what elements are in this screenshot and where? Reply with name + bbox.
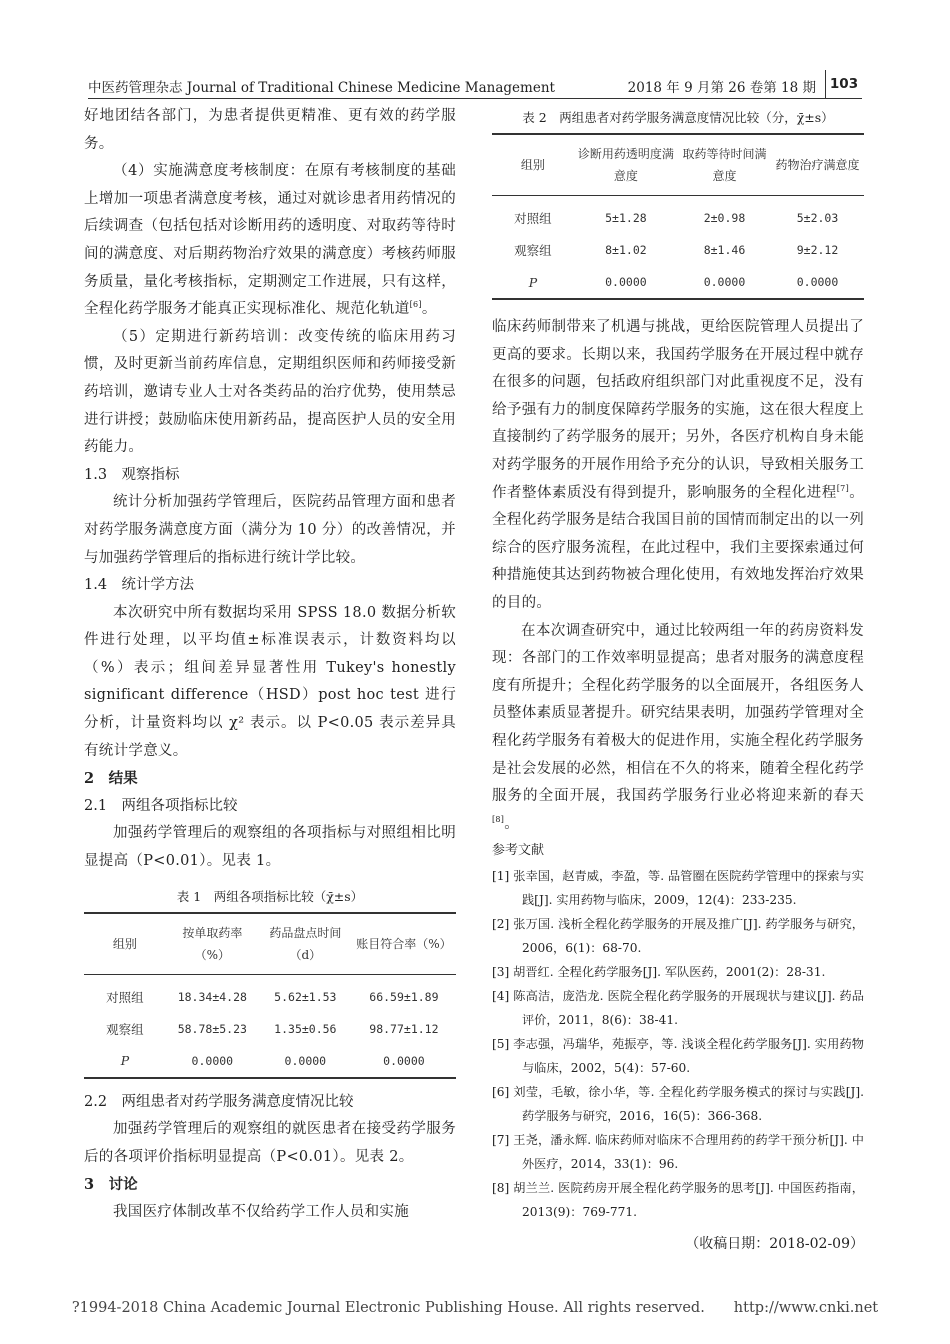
section-heading: 1.3 观察指标 xyxy=(84,466,180,483)
table-header: 账目符合率（%） xyxy=(352,913,456,975)
table-header: 组别 xyxy=(84,913,166,975)
reference-item: [6] 刘莹，毛敏，徐小华，等. 全程化药学服务模式的探讨与实践[J]. 药学服务与研究，2016，16(5)：366-368. xyxy=(492,1085,864,1124)
paragraph: 在本次调查研究中，通过比较两组一年的药房资料发现：各部门的工作效率明显提高；患者对服务的满意度程度有所提升；全程化药学服务的以全面展开，各组医务人员整体素质显著提升。研究结果表明，加强药学管理对全程化药学服务有着极大的促进作用，实施全程化药学服务是社会发展的必然，相信在不久的将来，随着全程化药学服务的全面开展，我国药学服务行业必将迎来新的春天[8]。 xyxy=(492,622,864,832)
paragraph: （5）定期进行新药培训：改变传统的临床用药习惯，及时更新当前药库信息，定期组织医师和药师接受新药培训，邀请专业人士对各类药品的治疗优势，使用禁忌进行讲授；鼓励临床使用新药品，提高医护人员的安全用药能力。 xyxy=(84,328,456,456)
page-number: 103 xyxy=(825,70,862,98)
table-row: 观察组 8±1.02 8±1.46 9±2.12 xyxy=(514,243,839,258)
paragraph: 临床药师制带来了机遇与挑战，更给医院管理人员提出了更高的要求。长期以来，我国药学服务在开展过程中就存在很多的问题，包括政府组织部门对此重视度不足，没有给予强有力的制度保障药学服务的实施，这在很大程度上直接制约了药学服务的展开；另外，各医疗机构自身未能对药学服务的开展作用给予充分的认识，导致相关服务工作者整体素质没有得到提升，影响服务的全程化进程[7]。全程化药学服务是结合我国目前的国情而制定出的以一列综合的医疗服务流程，在此过程中，我们主要探索通过何种措施使其达到药物被合理化使用，有效地发挥治疗效果的目的。 xyxy=(492,319,864,611)
references-title: 参考文献 xyxy=(492,843,545,859)
received-date: （收稿日期：2018-02-09） xyxy=(685,1236,864,1253)
reference-item: [3] 胡晋红. 全程化药学服务[J]. 军队医药，2001(2)：28-31. xyxy=(492,965,826,980)
journal-title: 中医药管理杂志 Journal of Traditional Chinese Medicine Management xyxy=(88,80,555,96)
paragraph: 加强药学管理后的观察组的就医患者在接受药学服务后的各项评价指标明显提高（P<0.01）。见表 2。 xyxy=(84,1121,456,1165)
table-row: P 0.0000 0.0000 0.0000 xyxy=(120,1053,425,1069)
paragraph: 统计分析加强药学管理后，医院药品管理方面和患者对药学服务满意度方面（满分为 10 分）的改善情况，并与加强药学管理后的指标进行统计学比较。 xyxy=(84,494,456,566)
section-heading: 3 讨论 xyxy=(84,1176,138,1194)
table-header: 诊断用药透明度满意度 xyxy=(574,134,678,196)
right-column xyxy=(492,103,864,1260)
table-row: 观察组 58.78±5.23 1.35±0.56 98.77±1.12 xyxy=(106,1021,439,1037)
table-2 xyxy=(492,133,864,300)
running-header xyxy=(88,70,862,99)
section-heading: 2.2 两组患者对药学服务满意度情况比较 xyxy=(84,1093,354,1110)
left-column xyxy=(84,103,456,1227)
section-heading: 2 结果 xyxy=(84,770,138,788)
table-header: 取药等待时间满意度 xyxy=(678,134,771,196)
reference-item: [7] 王尧，潘永辉. 临床药师对临床不合理用药的药学干预分析[J]. 中外医疗，2014，33(1)：96. xyxy=(492,1133,864,1172)
citation: [8] xyxy=(492,814,505,824)
reference-item: [2] 张万国. 浅析全程化药学服务的开展及推广[J]. 药学服务与研究，2006，6(1)：68-70. xyxy=(492,917,864,956)
table-row: 对照组 18.34±4.28 5.62±1.53 66.59±1.89 xyxy=(106,989,439,1005)
paragraph: 我国医疗体制改革不仅给药学工作人员和实施 xyxy=(113,1204,409,1220)
citation: [6] xyxy=(409,300,422,310)
citation: [7] xyxy=(836,483,849,493)
issue-info: 2018 年 9 月第 26 卷第 18 期 xyxy=(627,80,816,96)
reference-item: [4] 陈高洁，庞浩龙. 医院全程化药学服务的开展现状与建议[J]. 药品评价，2011，8(6)：38-41. xyxy=(492,989,864,1028)
copyright-footer: ?1994-2018 China Academic Journal Electronic Publishing House. All rights reserved. http://www.cnki.net xyxy=(71,1300,879,1316)
table-caption: 表 1 两组各项指标比较（χ̄±s） xyxy=(176,888,364,904)
paragraph: 加强药学管理后的观察组的各项指标与对照组相比明显提高（P<0.01）。见表 1。 xyxy=(84,825,456,870)
table-1 xyxy=(84,912,456,1079)
paragraph: 本次研究中所有数据均采用 SPSS 18.0 数据分析软件进行处理，以平均值±标准误表示，计数资料均以（%）表示；组间差异显著性用 Tukey's honestly significant difference（HSD）post hoc test 进行分析，计量资料均以 χ² 表示。以 P<0.05 表示差异具有统计学意义。 xyxy=(84,604,456,759)
table-header: 药品盘点时间（d） xyxy=(259,913,352,975)
table-header: 药物治疗满意度 xyxy=(771,134,864,196)
table-row: 对照组 5±1.28 2±0.98 5±2.03 xyxy=(514,211,839,226)
reference-item: [5] 李志强，冯瑞华，苑振亭，等. 浅谈全程化药学服务[J]. 实用药物与临床，2002，5(4)：57-60. xyxy=(492,1037,864,1076)
section-heading: 2.1 两组各项指标比较 xyxy=(84,797,238,814)
paragraph: （4）实施满意度考核制度：在原有考核制度的基础上增加一项患者满意度考核，通过对就诊患者用药情况的后续调查（包括包括对诊断用药的透明度、对取药等待时间的满意度、对后期药物治疗效果的满意度）考核药师服务质量，量化考核指标，定期测定工作进展，只有这样，全程化药学服务才能真正实现标准化、规范化轨道[6]。 xyxy=(84,163,456,318)
table-header: 按单取药率（%） xyxy=(166,913,259,975)
paragraph: 好地团结各部门，为患者提供更精准、更有效的药学服务。 xyxy=(84,108,456,152)
table-row: P 0.0000 0.0000 0.0000 xyxy=(528,274,839,290)
reference-item: [8] 胡兰兰. 医院药房开展全程化药学服务的思考[J]. 中国医药指南，2013(9)：769-771. xyxy=(492,1181,864,1220)
table-header: 组别 xyxy=(492,134,574,196)
table-caption: 表 2 两组患者对药学服务满意度情况比较（分，χ̄±s） xyxy=(522,110,834,125)
reference-item: [1] 张幸国，赵青威，李盈，等. 品管圈在医院药学管理中的探索与实践[J]. 实用药物与临床，2009，12(4)：233-235. xyxy=(492,869,864,908)
section-heading: 1.4 统计学方法 xyxy=(84,577,195,594)
